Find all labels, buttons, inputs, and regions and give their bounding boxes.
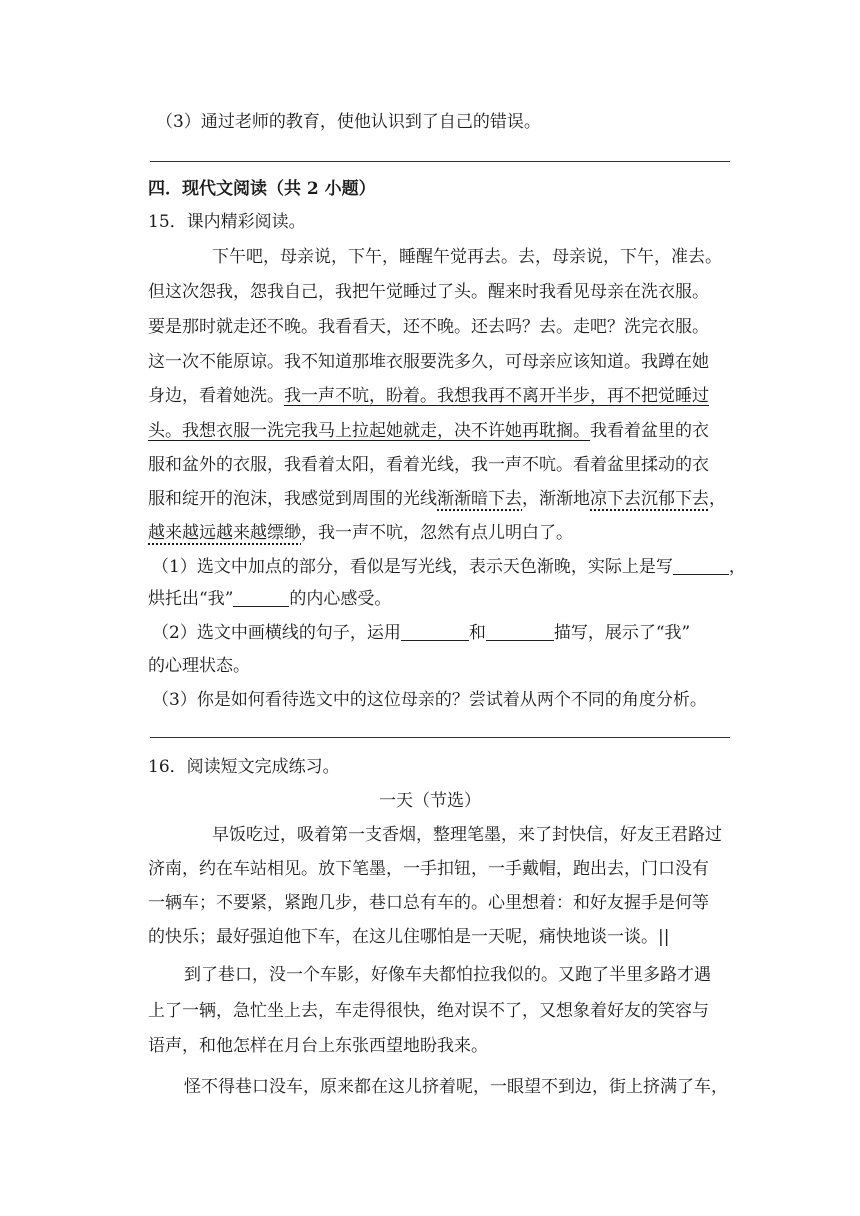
q15-sub-3: （3）你是如何看待选文中的这位母亲的？尝试着从两个不同的角度分析。 <box>152 690 707 710</box>
q16-para-2-line-3: 语声，和他怎样在月台上东张西望地盼我来。 <box>148 1036 488 1056</box>
question-text: ， <box>728 557 746 577</box>
q16-para-3-line-1: 怪不得巷口没车，原来都在这儿挤着呢，一眼望不到边，街上挤满了车， <box>184 1077 728 1097</box>
q15-para-line-7: 服和盆外的衣服，我看着太阳，看着光线，我一声不吭。看着盆里揉动的衣 <box>148 455 709 475</box>
q16-para-1-line-1: 早饭吃过，吸着第一支香烟，整理笔墨，来了封快信，好友王君路过 <box>212 825 722 845</box>
question-text: 的内心感受。 <box>289 589 392 609</box>
q16-title: 16．阅读短文完成练习。 <box>148 757 340 777</box>
underlined-sentence: 我一声不吭，盼着。我想我再不离开半步，再不把觉睡过 <box>284 386 709 406</box>
dotted-phrase: 凉下去沉郁下去 <box>590 489 709 509</box>
q15-para-line-1: 下午吧，母亲说，下午，睡醒午觉再去。去，母亲说，下午，准去。 <box>212 247 722 267</box>
question-text: （2）选文中画横线的句子，运用 <box>152 623 401 643</box>
q16-para-2-line-1: 到了巷口，没一个车影，好像车夫都怕拉我似的。又跑了半里多路才遇 <box>184 965 711 985</box>
answer-line <box>150 161 730 162</box>
section-title: 四．现代文阅读（共 2 小题） <box>148 179 376 199</box>
plain-text: 身边，看着她洗。 <box>148 386 284 406</box>
plain-text: ， <box>709 489 726 509</box>
answer-blank[interactable] <box>233 590 289 607</box>
q16-para-1-line-2: 济南，约在车站相见。放下笔墨，一手扣钮，一手戴帽，跑出去，门口没有 <box>148 859 709 879</box>
plain-text: 我看着盆里的衣 <box>590 421 709 441</box>
article-title: 一天（节选） <box>379 791 481 811</box>
q15-para-line-5 <box>148 384 748 408</box>
q15-para-line-4: 这一次不能原谅。我不知道那堆衣服要洗多久，可母亲应该知道。我蹲在她 <box>148 352 709 372</box>
question-text: 描写，展示了“我” <box>553 623 691 643</box>
plain-text: ，我一声不吭，忽然有点儿明白了。 <box>301 523 573 543</box>
question-text: （1）选文中加点的部分，看似是写光线，表示天色渐晚，实际上是写 <box>152 557 673 577</box>
q15-para-line-6 <box>148 419 748 443</box>
plain-text: ，渐渐地 <box>522 489 590 509</box>
q16-para-2-line-2: 上了一辆，急忙坐上去，车走得很快，绝对误不了，又想象着好友的笑容与 <box>148 1001 709 1021</box>
answer-blank[interactable] <box>673 558 729 575</box>
dotted-phrase: 渐渐暗下去 <box>437 489 522 509</box>
q15-para-line-2: 但这次怨我，怨我自己，我把午觉睡过了头。醒来时我看见母亲在洗衣服。 <box>148 282 709 302</box>
q15-para-line-3: 要是那时就走还不晚。我看看天，还不晚。还去吗？去。走吧？洗完衣服。 <box>148 317 709 337</box>
q15-sub-2-cont: 的心理状态。 <box>148 656 250 676</box>
q15-sub-1 <box>152 555 752 579</box>
q15-title: 15．课内精彩阅读。 <box>148 212 306 232</box>
plain-text: 服和绽开的泡沫，我感觉到周围的光线 <box>148 489 437 509</box>
answer-line <box>150 737 730 738</box>
q14-item-3: （3）通过老师的教育，使他认识到了自己的错误。 <box>156 112 541 132</box>
q16-para-1-line-3: 一辆车；不要紧，紧跑几步，巷口总有车的。心里想着：和好友握手是何等 <box>148 893 709 913</box>
underlined-sentence: 头。我想衣服一洗完我马上拉起她就走，决不许她再耽搁。 <box>148 421 590 441</box>
q15-para-line-8 <box>148 487 748 511</box>
q15-sub-2 <box>152 621 752 645</box>
q16-para-1-line-4: 的快乐；最好强迫他下车，在这儿住哪怕是一天呢，痛快地谈一谈。|| <box>148 927 670 947</box>
dotted-phrase: 越来越远越来越缥缈 <box>148 523 301 543</box>
q15-sub-1-cont <box>148 587 748 611</box>
answer-blank[interactable] <box>486 624 554 641</box>
question-text: 和 <box>468 623 486 643</box>
q15-para-line-9 <box>148 521 748 545</box>
answer-blank[interactable] <box>401 624 469 641</box>
question-text: 烘托出“我” <box>148 589 234 609</box>
